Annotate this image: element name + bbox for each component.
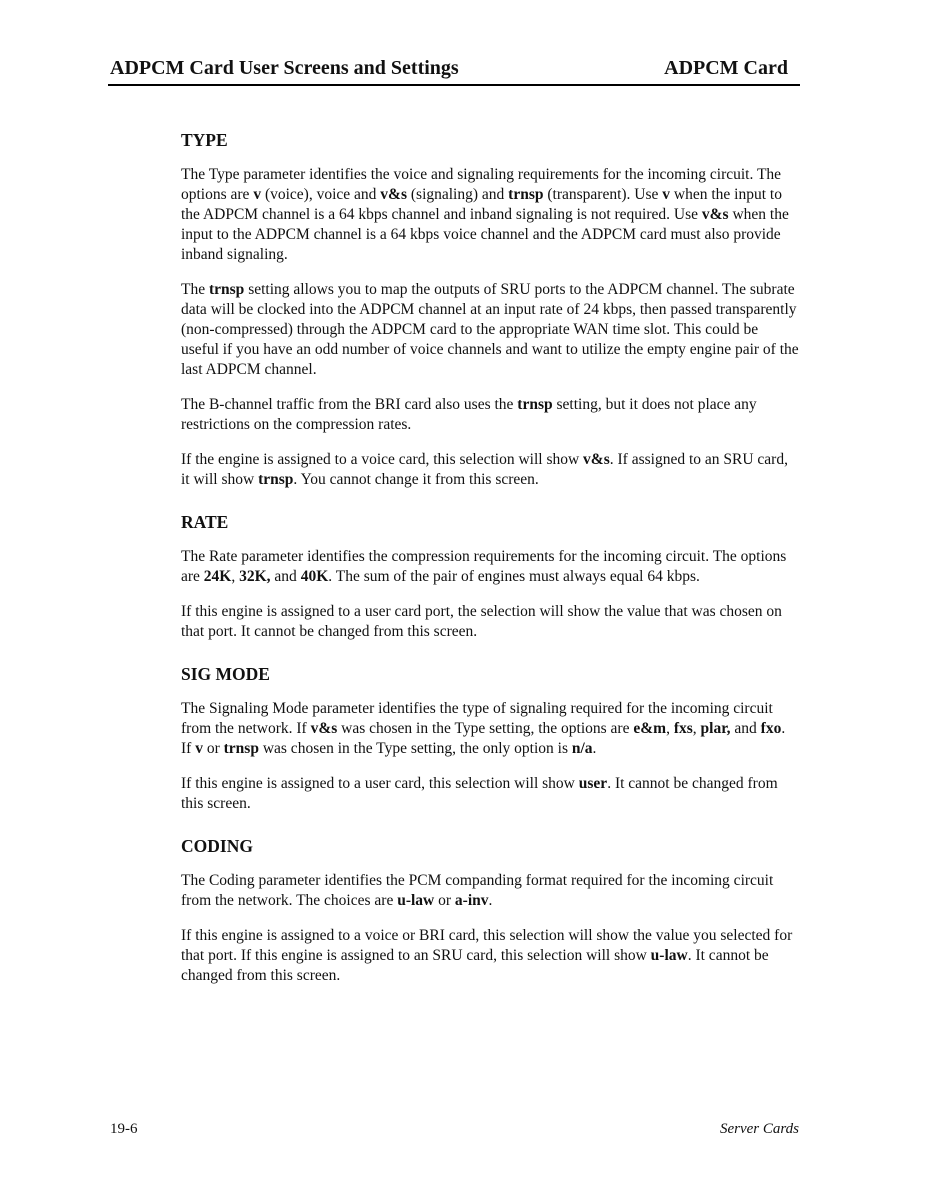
bold-term: e&m [633, 720, 667, 737]
text-run: when the input to the ADPCM channel is a 64 kbps voice channel and the ADPCM card must also provide inband signaling. [181, 206, 789, 263]
text-run: setting allows you to map the outputs of SRU ports to the ADPCM channel. The subrate data will be clocked into the ADPCM channel at an input rate of 24 kbps, then passed transparently (non-compressed) through the ADPCM card to the appropriate WAN time slot. This could be useful if you have an odd number of voice channels and want to utilize the empty engine pair of the last ADPCM channel. [181, 281, 799, 378]
bold-term: v [195, 740, 203, 757]
bold-term: n/a [571, 740, 593, 757]
paragraph [181, 774, 799, 814]
header-title: ADPCM Card User Screens and Settings [110, 57, 459, 79]
section-title: SIG MODE [181, 664, 270, 684]
bold-term: u-law [397, 892, 435, 909]
bold-term: plar, [700, 720, 731, 737]
page-header [108, 56, 800, 86]
section-coding [181, 834, 799, 986]
paragraph [181, 699, 799, 759]
text-run: The B-channel traffic from the BRI card also uses the [181, 396, 518, 413]
bold-term: v&s [701, 206, 729, 223]
page-content [181, 128, 799, 1001]
text-run: (signaling) and [407, 186, 509, 203]
bold-term: trnsp [258, 471, 294, 488]
section-sig-mode [181, 662, 799, 814]
section-type [181, 128, 799, 490]
text-run: If the engine is assigned to a voice card, this selection will show [181, 451, 584, 468]
text-run: or [434, 892, 455, 909]
text-run: , [231, 568, 240, 585]
section-rate [181, 510, 799, 642]
bold-term: fxo [760, 720, 782, 737]
text-run: If this engine is assigned to a voice or BRI card, this selection will show the value you selected for that port. If this engine is assigned to an SRU card, this selection will show [181, 927, 793, 964]
paragraph [181, 926, 799, 986]
section-title: TYPE [181, 130, 228, 150]
section-title: RATE [181, 512, 229, 532]
paragraph [181, 165, 799, 265]
text-run: and [730, 720, 761, 737]
text-run: . If [181, 720, 786, 757]
section-title: CODING [181, 836, 253, 856]
text-run: (voice), voice and [261, 186, 381, 203]
bold-term: u-law [650, 947, 688, 964]
text-run: The [181, 281, 209, 298]
paragraph [181, 602, 799, 642]
chapter-name: Server Cards [719, 1121, 799, 1137]
text-run: , [692, 720, 701, 737]
paragraph [181, 395, 799, 435]
text-run: The Coding parameter identifies the PCM companding format required for the incoming circuit from the network. The choices are [181, 872, 774, 909]
paragraph [181, 871, 799, 911]
text-run: If this engine is assigned to a user card, this selection will show [181, 775, 579, 792]
bold-term: v&s [310, 720, 338, 737]
text-run: setting, but it does not place any restrictions on the compression rates. [181, 396, 757, 433]
text-run: (transparent). Use [543, 186, 663, 203]
bold-term: user [578, 775, 608, 792]
bold-term: trnsp [208, 281, 245, 298]
header-section: ADPCM Card [664, 57, 788, 79]
bold-term: v&s [583, 451, 610, 468]
bold-term: v [253, 186, 262, 203]
paragraph [181, 547, 799, 587]
text-run: The Type parameter identifies the voice and signaling requirements for the incoming circuit. The options are [181, 166, 782, 203]
text-run: The Rate parameter identifies the compression requirements for the incoming circuit. The options are [181, 548, 787, 585]
bold-term: trnsp [508, 186, 544, 203]
bold-term: trnsp [517, 396, 553, 413]
text-run: , [666, 720, 674, 737]
text-run: . If assigned to an SRU card, it will show [181, 451, 788, 488]
bold-term: v [662, 186, 671, 203]
text-run: The Signaling Mode parameter identifies the type of signaling required for the incoming circuit from the network. If [181, 700, 773, 737]
page-number: 19-6 [110, 1121, 138, 1137]
bold-term: trnsp [223, 740, 259, 757]
text-run: . [592, 740, 597, 757]
text-run: and [270, 568, 301, 585]
bold-term: v&s [380, 186, 407, 203]
text-run: . It cannot be changed from this screen. [181, 775, 778, 812]
bold-term: a-inv [454, 892, 489, 909]
text-run: was chosen in the Type setting, the only option is [258, 740, 572, 757]
text-run: . It cannot be changed from this screen. [181, 947, 769, 984]
bold-term: 24K [203, 568, 232, 585]
bold-term: fxs [673, 720, 693, 737]
text-run: or [202, 740, 224, 757]
text-run: . The sum of the pair of engines must always equal 64 kbps. [328, 568, 700, 585]
text-run: . You cannot change it from this screen. [293, 471, 539, 488]
text-run: was chosen in the Type setting, the options are [337, 720, 634, 737]
bold-term: 32K, [239, 568, 271, 585]
text-run: when the input to the ADPCM channel is a 64 kbps channel and inband signaling is not required. Use [181, 186, 782, 223]
paragraph [181, 450, 799, 490]
text-run: . [488, 892, 493, 909]
text-run: If this engine is assigned to a user card port, the selection will show the value that was chosen on that port. It cannot be changed from this screen. [181, 603, 782, 640]
bold-term: 40K [300, 568, 329, 585]
paragraph [181, 280, 799, 380]
